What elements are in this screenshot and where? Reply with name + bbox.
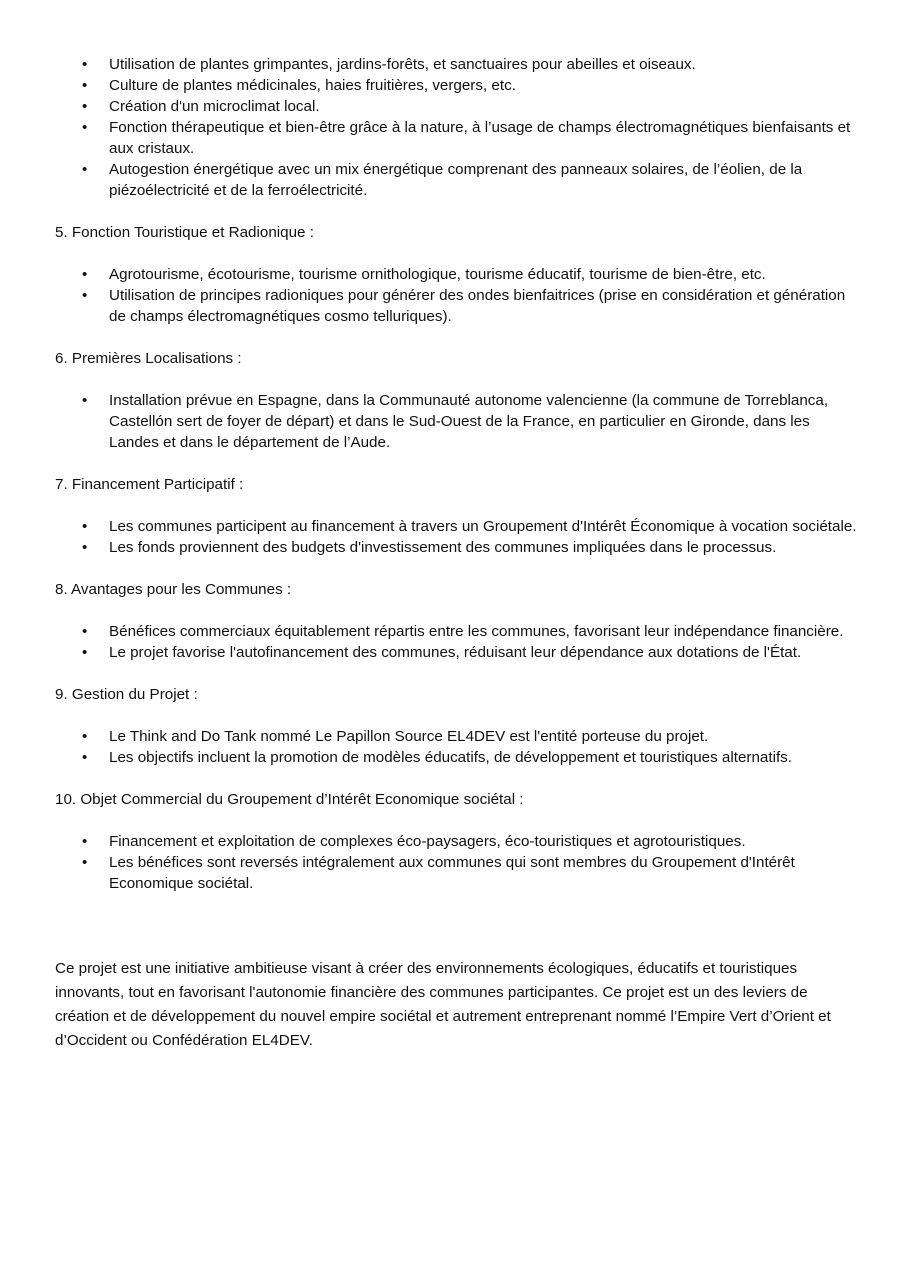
list-item: • Bénéfices commerciaux équitablement répartis entre les communes, favorisant leur indépendance financière.	[109, 621, 855, 642]
spacer	[55, 495, 855, 516]
list-item: • Financement et exploitation de complexes éco-paysagers, éco-touristiques et agrotouristiques.	[109, 831, 855, 852]
spacer	[55, 558, 855, 579]
section-tourisme-bullets	[55, 264, 855, 327]
section-heading-tourisme: 5. Fonction Touristique et Radionique :	[55, 224, 314, 241]
section-objet-commercial-bullets	[55, 831, 855, 894]
list-item: • Le projet favorise l'autofinancement des communes, réduisant leur dépendance aux dotations de l'État.	[109, 642, 855, 663]
spacer	[55, 243, 855, 264]
spacer	[55, 663, 855, 684]
document-body	[55, 54, 855, 1053]
list-item: • Les bénéfices sont reversés intégralement aux communes qui sont membres du Groupement d'Intérêt Economique sociétal.	[109, 852, 855, 894]
section-heading-localisations: 6. Premières Localisations :	[55, 350, 242, 367]
spacer	[55, 201, 855, 222]
spacer	[55, 369, 855, 390]
section-financement-bullets	[55, 516, 855, 558]
spacer	[55, 810, 855, 831]
list-item: • Fonction thérapeutique et bien-être grâce à la nature, à l’usage de champs électromagnétiques bienfaisants et aux cristaux.	[109, 117, 855, 159]
section-gestion-bullets	[55, 726, 855, 768]
spacer	[55, 327, 855, 348]
list-item: • Utilisation de plantes grimpantes, jardins-forêts, et sanctuaires pour abeilles et oiseaux.	[109, 54, 855, 75]
spacer	[55, 453, 855, 474]
conclusion-paragraph: Ce projet est une initiative ambitieuse visant à créer des environnements écologiques, éducatifs et touristiques innovants, tout en favorisant l'autonomie financière des communes participantes. Ce projet est un des leviers de création et de développement du nouvel empire sociétal et autrement entreprenant nommé l’Empire Vert d’Orient et d’Occident ou Confédération EL4DEV.	[55, 960, 831, 1049]
list-item: • Les objectifs incluent la promotion de modèles éducatifs, de développement et touristiques alternatifs.	[109, 747, 855, 768]
section-heading-financement: 7. Financement Participatif :	[55, 476, 244, 493]
list-item: • Agrotourisme, écotourisme, tourisme ornithologique, tourisme éducatif, tourisme de bien-être, etc.	[109, 264, 855, 285]
section-heading-objet-commercial: 10. Objet Commercial du Groupement d’Intérêt Economique sociétal :	[55, 791, 524, 808]
section-heading-avantages: 8. Avantages pour les Communes :	[55, 581, 292, 598]
spacer	[55, 600, 855, 621]
list-item: • Autogestion énergétique avec un mix énergétique comprenant des panneaux solaires, de l’éolien, de la piézoélectricité et de la ferroélectricité.	[109, 159, 855, 201]
spacer	[55, 894, 855, 957]
list-item: • Création d'un microclimat local.	[109, 96, 855, 117]
list-item: • Les communes participent au financement à travers un Groupement d'Intérêt Économique à vocation sociétale.	[109, 516, 855, 537]
spacer	[55, 768, 855, 789]
section-localisations-bullets	[55, 390, 855, 453]
section-heading-gestion: 9. Gestion du Projet :	[55, 686, 198, 703]
intro-bullet-list	[55, 54, 855, 201]
spacer	[55, 705, 855, 726]
list-item: • Culture de plantes médicinales, haies fruitières, vergers, etc.	[109, 75, 855, 96]
list-item: • Installation prévue en Espagne, dans la Communauté autonome valencienne (la commune de Torreblanca, Castellón sert de foyer de départ) et dans le Sud-Ouest de la France, en particulier en Gironde, dans les Landes et dans le département de l’Aude.	[109, 390, 855, 453]
list-item: • Utilisation de principes radioniques pour générer des ondes bienfaitrices (prise en considération et génération de champs électromagnétiques cosmo telluriques).	[109, 285, 855, 327]
section-avantages-bullets	[55, 621, 855, 663]
list-item: • Le Think and Do Tank nommé Le Papillon Source EL4DEV est l'entité porteuse du projet.	[109, 726, 855, 747]
list-item: • Les fonds proviennent des budgets d'investissement des communes impliquées dans le processus.	[109, 537, 855, 558]
